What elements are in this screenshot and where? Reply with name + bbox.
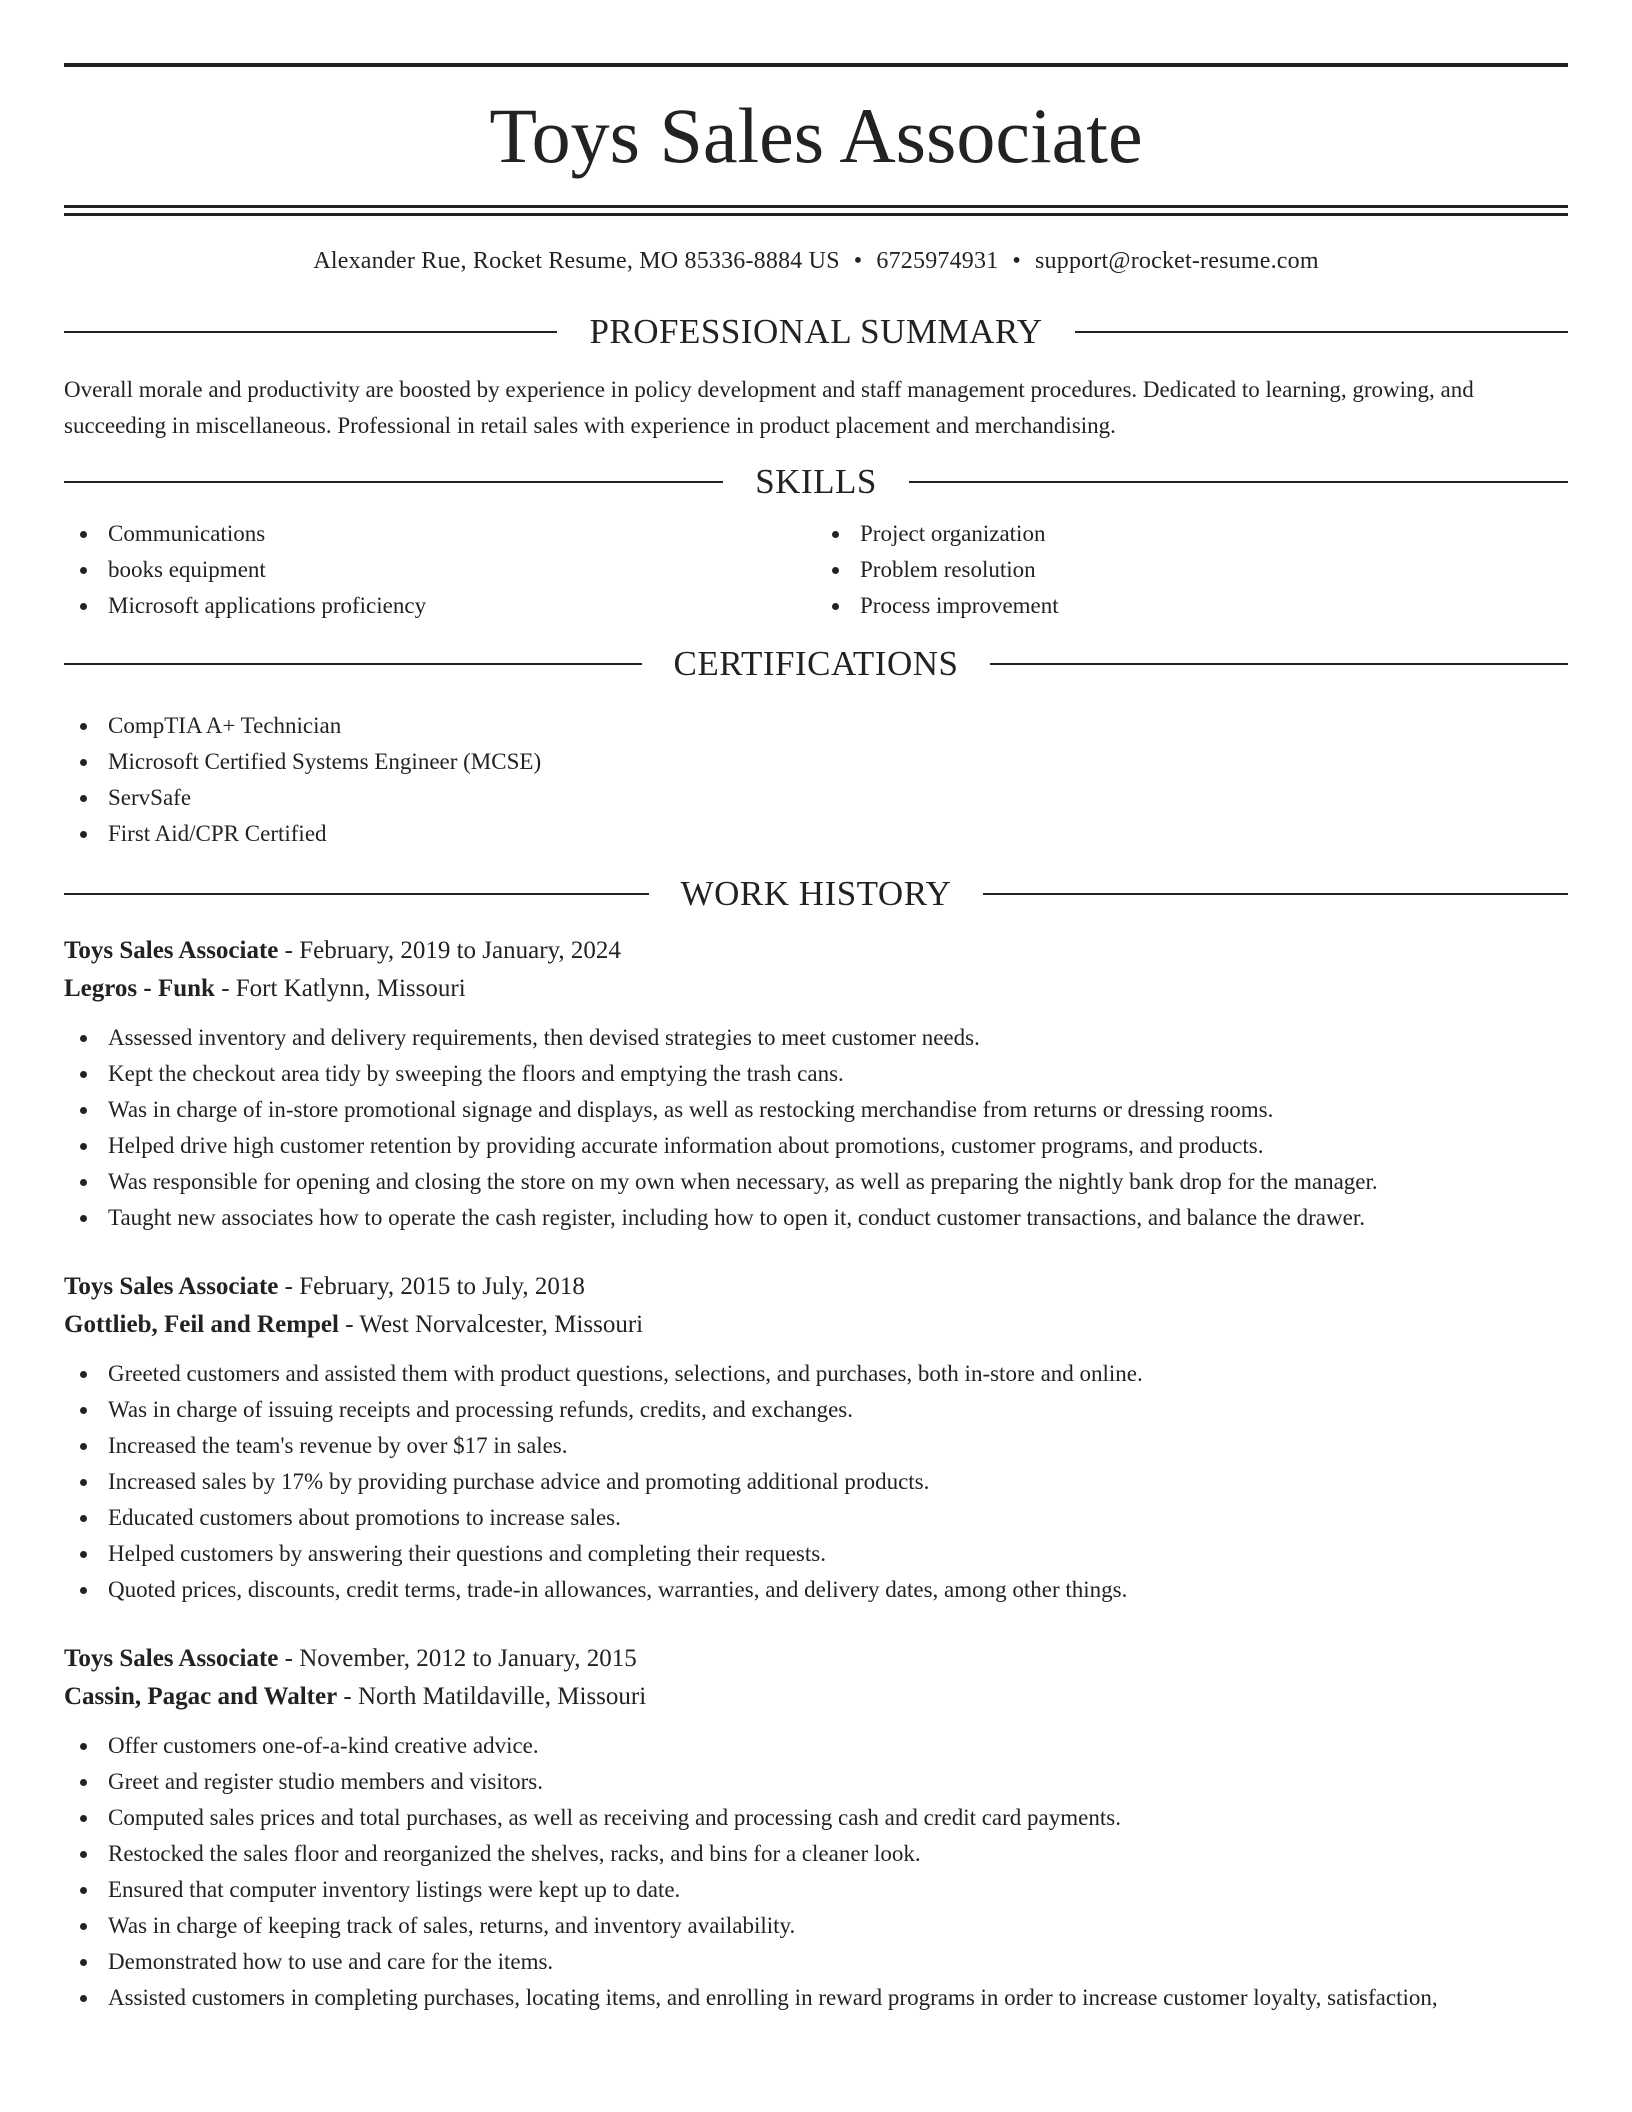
job-duty: Kept the checkout area tidy by sweeping the floors and emptying the trash cans. — [64, 1056, 1568, 1092]
skills-heading-label: SKILLS — [755, 462, 877, 501]
skill-item: Communications — [64, 516, 816, 552]
summary-text: Overall morale and productivity are boosted by experience in policy development and staff management procedures. Dedicated to learning, growing, and succeeding in miscellaneous. Professional in retail sales with experience in product placement and merchandising. — [64, 377, 1474, 438]
contact-email: support@rocket-resume.com — [1035, 248, 1319, 274]
job-title: Toys Sales Associate — [64, 1273, 279, 1300]
job-location: - Fort Katlynn, Missouri — [214, 975, 466, 1002]
work-history-heading — [64, 874, 1568, 914]
certifications-heading-label: CERTIFICATIONS — [673, 644, 959, 683]
work-history-heading-label: WORK HISTORY — [680, 874, 952, 913]
resume-title: Toys Sales Associate — [489, 92, 1143, 179]
job-duties-list — [64, 1728, 1568, 2016]
job-duty: Quoted prices, discounts, credit terms, trade-in allowances, warranties, and delivery dates, among other things. — [64, 1572, 1568, 1608]
job-company: Gottlieb, Feil and Rempel — [64, 1311, 339, 1338]
heading-rule-right — [1075, 331, 1568, 333]
job-duty: Educated customers about promotions to increase sales. — [64, 1500, 1568, 1536]
work-history-list — [64, 932, 1568, 2016]
certifications-heading — [64, 644, 1568, 684]
header-double-rule — [64, 205, 1568, 216]
heading-rule-left — [64, 663, 642, 665]
skills-list-right — [816, 516, 1568, 624]
job-entry — [64, 1640, 1568, 2016]
certification-item: ServSafe — [64, 780, 1568, 816]
skill-item: Process improvement — [816, 588, 1568, 624]
summary-heading — [64, 312, 1568, 352]
certification-item: First Aid/CPR Certified — [64, 816, 1568, 852]
job-company-line — [64, 1678, 1568, 1716]
heading-rule-right — [909, 481, 1568, 483]
job-duty: Helped drive high customer retention by providing accurate information about promotions, customer programs, and products. — [64, 1128, 1568, 1164]
job-duty: Was responsible for opening and closing the store on my own when necessary, as well as preparing the nightly bank drop for the manager. — [64, 1164, 1568, 1200]
skill-item: Project organization — [816, 516, 1568, 552]
job-title-line — [64, 1268, 1568, 1306]
job-title-line — [64, 932, 1568, 970]
contact-line — [64, 246, 1568, 276]
contact-phone: 6725974931 — [876, 248, 999, 274]
job-duty: Increased the team's revenue by over $17 in sales. — [64, 1428, 1568, 1464]
job-duty: Assessed inventory and delivery requirements, then devised strategies to meet customer needs. — [64, 1020, 1568, 1056]
skill-item: books equipment — [64, 552, 816, 588]
job-company-line — [64, 1306, 1568, 1344]
heading-rule-left — [64, 331, 557, 333]
job-dates: - November, 2012 to January, 2015 — [278, 1645, 637, 1672]
skill-item: Problem resolution — [816, 552, 1568, 588]
job-title: Toys Sales Associate — [64, 1645, 279, 1672]
contact-separator: • — [1012, 248, 1021, 274]
job-duty: Greet and register studio members and visitors. — [64, 1764, 1568, 1800]
job-duty: Offer customers one-of-a-kind creative advice. — [64, 1728, 1568, 1764]
job-duty: Assisted customers in completing purchases, locating items, and enrolling in reward programs in order to increase customer loyalty, satisfaction, — [64, 1980, 1568, 2016]
job-duty: Helped customers by answering their questions and completing their requests. — [64, 1536, 1568, 1572]
job-duty: Ensured that computer inventory listings were kept up to date. — [64, 1872, 1568, 1908]
job-duty: Was in charge of keeping track of sales, returns, and inventory availability. — [64, 1908, 1568, 1944]
job-title-line — [64, 1640, 1568, 1678]
skill-item: Microsoft applications proficiency — [64, 588, 816, 624]
contact-address: Alexander Rue, Rocket Resume, MO 85336-8884 US — [313, 248, 840, 274]
heading-rule-right — [990, 663, 1568, 665]
skills-columns — [64, 516, 1568, 624]
job-duty: Was in charge of issuing receipts and processing refunds, credits, and exchanges. — [64, 1392, 1568, 1428]
job-dates: - February, 2019 to January, 2024 — [278, 937, 621, 964]
summary-heading-label: PROFESSIONAL SUMMARY — [589, 312, 1043, 351]
certifications-list — [64, 708, 1568, 852]
job-duty: Demonstrated how to use and care for the items. — [64, 1944, 1568, 1980]
skills-list-left — [64, 516, 816, 624]
job-location: - North Matildaville, Missouri — [337, 1683, 647, 1710]
job-company: Legros - Funk — [64, 975, 215, 1002]
job-duty: Increased sales by 17% by providing purchase advice and promoting additional products. — [64, 1464, 1568, 1500]
job-company-line — [64, 970, 1568, 1008]
contact-separator: • — [853, 248, 863, 274]
certification-item: CompTIA A+ Technician — [64, 708, 1568, 744]
heading-rule-left — [64, 893, 649, 895]
job-title: Toys Sales Associate — [64, 937, 279, 964]
job-duty: Greeted customers and assisted them with product questions, selections, and purchases, both in-store and online. — [64, 1356, 1568, 1392]
certification-item: Microsoft Certified Systems Engineer (MCSE) — [64, 744, 1568, 780]
job-duties-list — [64, 1020, 1568, 1236]
job-duty: Was in charge of in-store promotional signage and displays, as well as restocking merchandise from returns or dressing rooms. — [64, 1092, 1568, 1128]
job-location: - West Norvalcester, Missouri — [338, 1311, 644, 1338]
job-duty: Restocked the sales floor and reorganized the shelves, racks, and bins for a cleaner look. — [64, 1836, 1568, 1872]
skills-heading — [64, 462, 1568, 502]
job-duties-list — [64, 1356, 1568, 1608]
job-entry — [64, 932, 1568, 1236]
job-duty: Taught new associates how to operate the cash register, including how to open it, conduct customer transactions, and balance the drawer. — [64, 1200, 1568, 1236]
job-duty: Computed sales prices and total purchases, as well as receiving and processing cash and credit card payments. — [64, 1800, 1568, 1836]
job-company: Cassin, Pagac and Walter — [64, 1683, 338, 1710]
job-entry — [64, 1268, 1568, 1608]
heading-rule-left — [64, 481, 723, 483]
heading-rule-right — [983, 893, 1568, 895]
job-dates: - February, 2015 to July, 2018 — [278, 1273, 585, 1300]
